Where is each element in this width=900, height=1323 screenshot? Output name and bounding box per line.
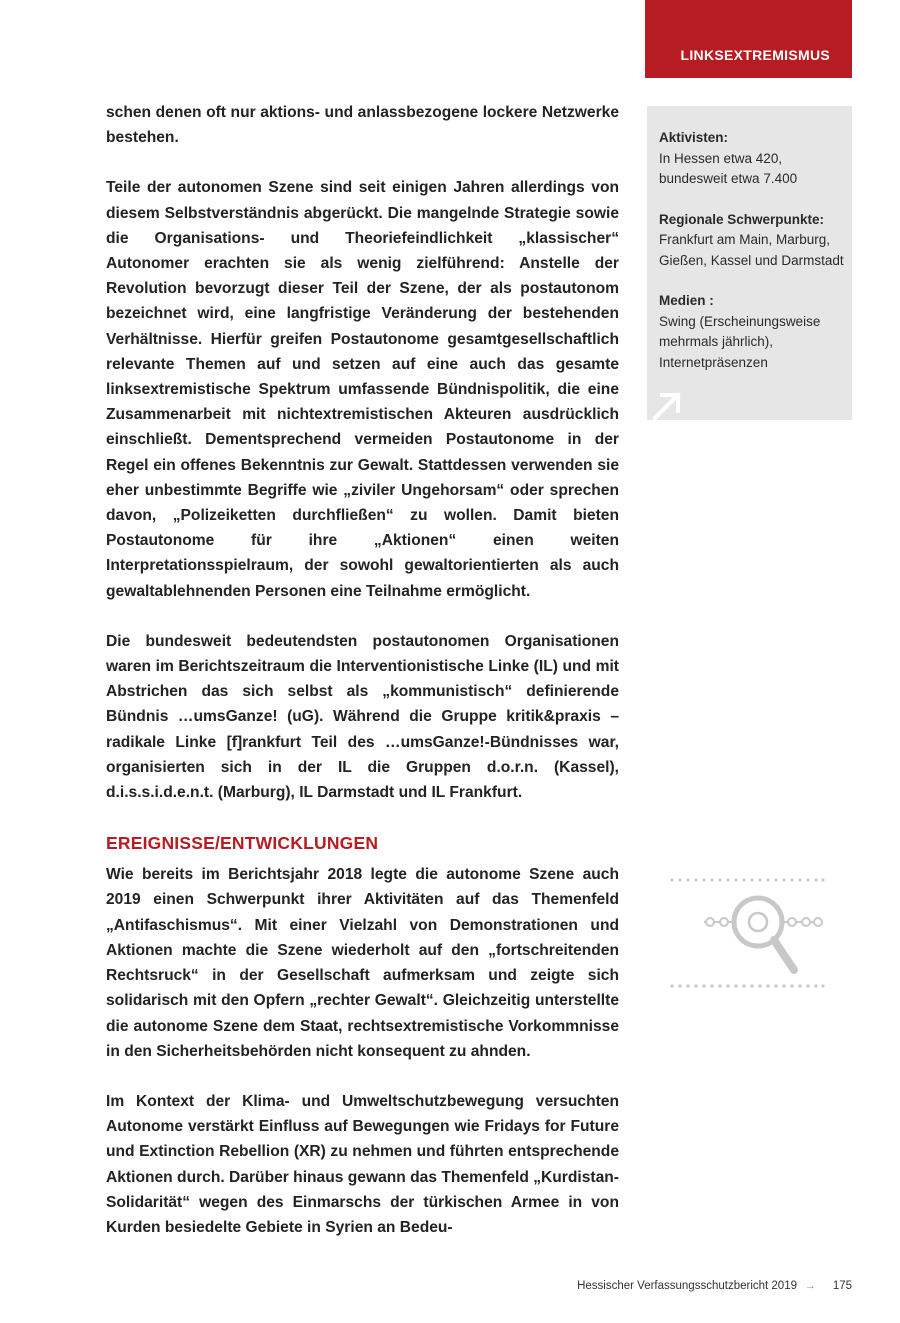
arrow-right-icon: → — [804, 1280, 816, 1292]
arrow-up-right-icon — [651, 388, 685, 422]
info-label: Aktivisten: — [659, 130, 729, 145]
page-number: 175 — [832, 1280, 852, 1292]
main-text — [106, 100, 619, 1265]
info-box — [647, 106, 852, 420]
info-regions — [659, 210, 847, 272]
info-value: In Hessen etwa 420, bundesweit etwa 7.400 — [659, 150, 798, 186]
report-title: Hessischer Verfassungsschutzbericht 2019 — [577, 1280, 797, 1292]
info-value: Frankfurt am Main, Marburg, Gießen, Kassel und Darmstadt — [659, 232, 844, 268]
info-value: Swing (Erscheinungsweise mehrmals jährlich), Internetpräsenzen — [659, 313, 821, 370]
paragraph: Teile der autonomen Szene sind seit einigen Jahren allerdings von diesem Selbstverständnis abgerückt. Die mangelnde Strategie sowie die Organisations- und Theoriefeindlichkeit „klassischer“ Autonomer erachten sie als wenig zielführend: Anstelle der Revolution bevorzugt dieser Teil der Szene, der als postautonom bezeichnet wird, eine langfristige Veränderung der bestehenden Verhältnisse. Hierfür greifen Postautonome gesamtgesellschaftlich relevante Themen auf und setzen auf eine auch das gesamte linksextremistische Spektrum umfassende Bündnispolitik, die eine Zusammenarbeit mit nichtextremistischen Akteuren ausdrücklich einschließt. Dementsprechend vermeiden Postautonome in der Regel ein offenes Bekenntnis zur Gewalt. Stattdessen verwenden sie eher unbestimmte Begriffe wie „ziviler Ungehorsam“ oder sprechen davon, „Polizeiketten durchfließen“ zu wollen. Damit bieten Postautonome für ihre „Aktionen“ einen weiten Interpretationsspielraum, der sowohl gewaltorientierten als auch gewaltablehnenden Personen eine Teilnahme ermöglicht. — [106, 179, 619, 600]
info-label: Regionale Schwerpunkte: — [659, 211, 825, 227]
info-media — [659, 291, 847, 373]
paragraph: Wie bereits im Berichtsjahr 2018 legte die autonome Szene auch 2019 einen Schwerpunkt ihrer Aktivitäten auf das Themenfeld „Antifaschismus“. Mit einer Vielzahl von Demonstrationen und Aktionen machte die Szene wiederholt auf den „fortschreitenden Rechtsruck“ in der Gesellschaft aufmerksam und zeigte sich solidarisch mit den Opfern „rechter Gewalt“. Gleichzeitig unterstellte die autonome Szene dem Staat, rechtsextremistische Vorkommnisse in den Sicherheitsbehörden nicht konsequent zu ahnden. — [106, 866, 619, 1060]
section-heading: EREIGNISSE/ENTWICKLUNGEN — [106, 833, 379, 854]
info-activists — [659, 128, 847, 190]
info-label: Medien : — [659, 293, 714, 308]
paragraph: Im Kontext der Klima- und Umweltschutzbewegung versuchten Autonome verstärkt Einfluss auf Bewegungen wie Fridays for Future und Extinction Rebellion (XR) zu nehmen und führten entsprechende Aktionen durch. Darüber hinaus gewann das Themenfeld „Kurdistan-Solidarität“ wegen des Einmarschs der türkischen Armee in von Kurden besiedelte Gebiete in Syrien an Bedeu- — [106, 1092, 619, 1236]
section-label: LINKSEXTREMISMUS — [680, 47, 830, 63]
section-tab — [645, 0, 852, 78]
paragraph: schen denen oft nur aktions- und anlassbezogene lockere Netzwerke bestehen. — [106, 104, 619, 147]
paragraph: Die bundesweit bedeutendsten postautonomen Organisationen waren im Berichtszeitraum die Interventionistische Linke (IL) und mit Abstrichen das sich selbst als „kommunistisch“ definierende Bündnis …umsGanze! (uG). Während die Gruppe kritik&praxis – radikale Linke [f]rankfurt Teil des …umsGanze!-Bündnisses war, organisierten sich in der IL die Gruppen d.o.r.n. (Kassel), d.i.s.s.i.d.e.n.t. (Marburg), IL Darmstadt und IL Frankfurt. — [106, 632, 619, 802]
page-footer — [560, 1280, 852, 1298]
magnifier-network-icon — [668, 872, 828, 992]
